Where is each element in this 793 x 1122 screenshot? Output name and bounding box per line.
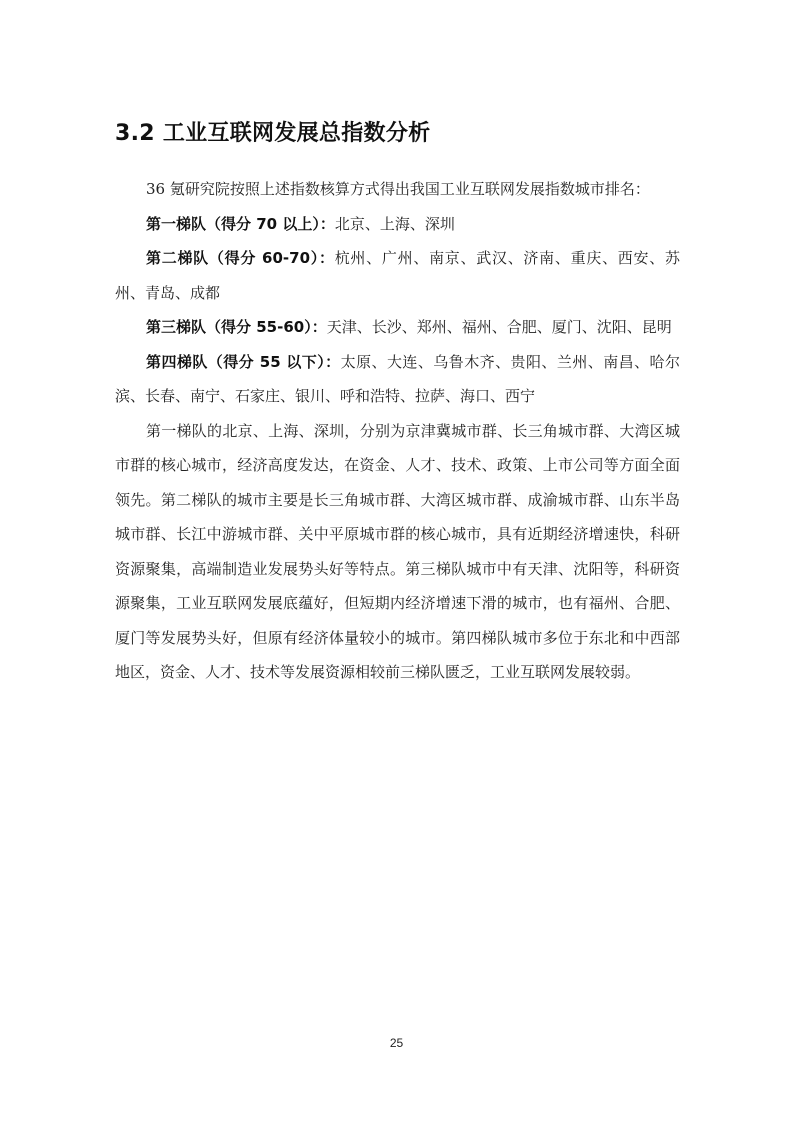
- intro-paragraph: 36 氪研究院按照上述指数核算方式得出我国工业互联网发展指数城市排名：: [146, 180, 650, 198]
- tier-3-paragraph: [115, 310, 680, 345]
- tier-3-cities: 天津、长沙、郑州、福州、合肥、厦门、沈阳、昆明: [326, 318, 672, 336]
- section-title: 3.2 工业互联网发展总指数分析: [115, 121, 431, 146]
- tier-2-paragraph: [115, 241, 680, 310]
- tier-3-label: 第三梯队（得分 55-60）：: [146, 318, 327, 336]
- tier-1-label: 第一梯队（得分 70 以上）：: [146, 214, 335, 233]
- tier-4-cities: 太原、大连、乌鲁木齐、贵阳、兰州、南昌、哈尔滨、长春、南宁、石家庄、银川、呼和浩特、拉萨、海口、西宁: [115, 352, 680, 405]
- tier-1-cities: 北京、上海、深圳: [334, 214, 455, 233]
- tier-1-paragraph: [115, 207, 680, 242]
- tier-2-cities: 杭州、广州、南京、武汉、济南、重庆、西安、苏州、青岛、成都: [115, 249, 680, 302]
- tier-4-label: 第四梯队（得分 55 以下）：: [146, 352, 341, 371]
- tier-2-label: 第二梯队（得分 60-70）：: [146, 249, 335, 267]
- tier-4-paragraph: [115, 345, 680, 414]
- analysis-paragraph: 第一梯队的北京、上海、深圳，分别为京津冀城市群、长三角城市群、大湾区城市群的核心城市，经济高度发达，在资金、人才、技术、政策、上市公司等方面全面领先。第二梯队的城市主要是长三角城市群、大湾区城市群、成渝城市群、山东半岛城市群、长江中游城市群、关中平原城市群的核心城市，具有近期经济增速快，科研资源聚集，高端制造业发展势头好等特点。第三梯队城市中有天津、沈阳等，科研资源聚集，工业互联网发展底蕴好，但短期内经济增速下滑的城市，也有福州、合肥、厦门等发展势头好，但原有经济体量较小的城市。第四梯队城市多位于东北和中西部地区，资金、人才、技术等发展资源相较前三梯队匮乏，工业互联网发展较弱。: [115, 421, 680, 681]
- body-content: [115, 172, 680, 690]
- page-number: 25: [389, 1036, 404, 1050]
